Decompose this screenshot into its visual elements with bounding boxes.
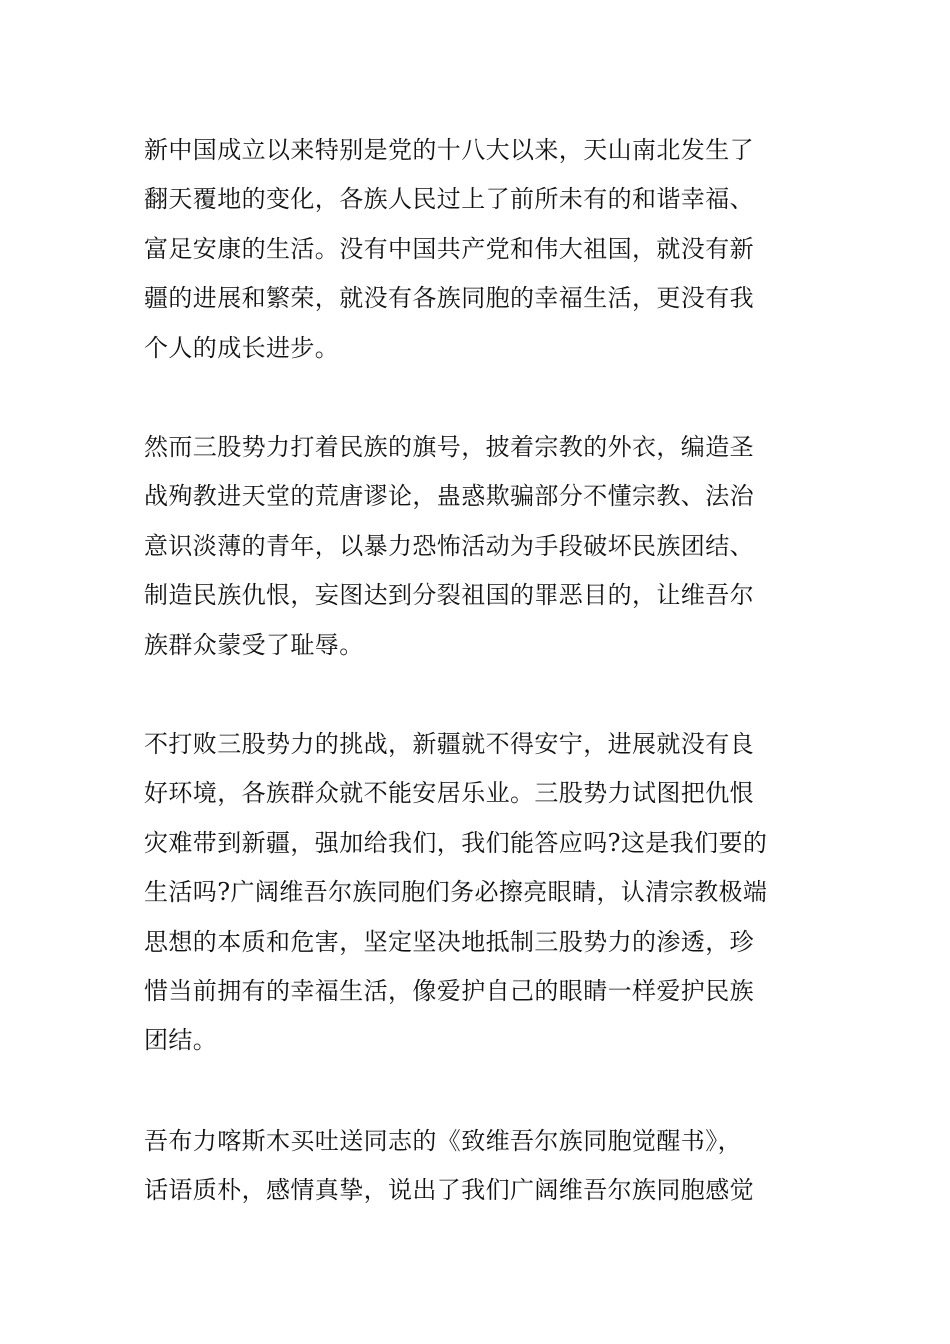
text-line: 话语质朴，感情真挚，说出了我们广阔维吾尔族同胞感觉 (144, 1176, 754, 1205)
text-line: 翻天覆地的变化，各族人民过上了前所未有的和谐幸福、 (144, 185, 754, 214)
text-line: 吾布力喀斯木买吐送同志的《致维吾尔族同胞觉醒书》， (144, 1127, 742, 1155)
text-line: 惜当前拥有的幸福生活，像爱护自己的眼睛一样爱护民族 (144, 977, 754, 1006)
text-line: 制造民族仇恨，妄图达到分裂祖国的罪恶目的，让维吾尔 (144, 581, 754, 610)
text-line: 意识淡薄的青年，以暴力恐怖活动为手段破坏民族团结、 (144, 531, 754, 560)
text-line: 不打败三股势力的挑战，新疆就不得安宁，进展就没有良 (144, 730, 754, 758)
text-line: 好环境，各族群众就不能安居乐业。三股势力试图把仇恨 (144, 779, 754, 808)
text-line: 新中国成立以来特别是党的十八大以来，天山南北发生了 (144, 136, 754, 164)
paragraph-3 (144, 720, 814, 1066)
text-line: 团结。 (144, 1026, 218, 1055)
text-line: 个人的成长进步。 (144, 333, 340, 362)
text-line: 灾难带到新疆，强加给我们，我们能答应吗?这是我们要的 (144, 828, 768, 857)
paragraph-2 (144, 423, 814, 670)
paragraph-4 (144, 1117, 814, 1216)
text-line: 疆的进展和繁荣，就没有各族同胞的幸福生活，更没有我 (144, 284, 754, 313)
text-line: 思想的本质和危害，坚定坚决地抵制三股势力的渗透，珍 (144, 927, 754, 956)
text-line: 战殉教进天堂的荒唐谬论，蛊惑欺骗部分不懂宗教、法治 (144, 482, 754, 511)
text-line: 富足安康的生活。没有中国共产党和伟大祖国，就没有新 (144, 234, 754, 263)
paragraph-1 (144, 126, 814, 373)
text-line: 然而三股势力打着民族的旗号，披着宗教的外衣，编造圣 (144, 433, 754, 461)
text-line: 族群众蒙受了耻辱。 (144, 630, 364, 659)
text-line: 生活吗?广阔维吾尔族同胞们务必擦亮眼睛，认清宗教极端 (144, 878, 768, 907)
